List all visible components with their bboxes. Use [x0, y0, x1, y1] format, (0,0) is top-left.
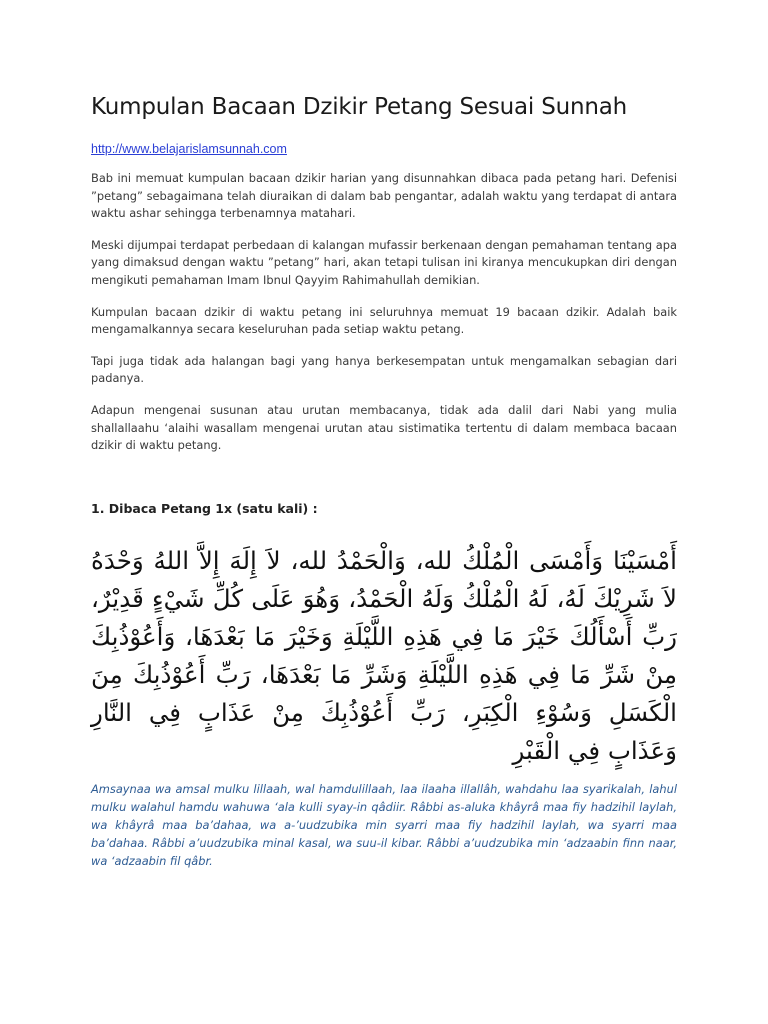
section-1-heading: 1. Dibaca Petang 1x (satu kali) : — [91, 500, 318, 516]
intro-paragraph-5: Adapun mengenai susunan atau urutan membacanya, tidak ada dalil dari Nabi yang mulia shallallaahu ‘alaihi wasallam mengenai urutan atau sistimatika tertentu di dalam membaca bacaan dzikir di waktu petang. — [91, 402, 677, 453]
document-title: Kumpulan Bacaan Dzikir Petang Sesuai Sunnah — [91, 94, 628, 120]
source-link[interactable]: http://www.belajarislamsunnah.com — [91, 142, 287, 156]
intro-paragraph-4: Tapi juga tidak ada halangan bagi yang hanya berkesempatan untuk mengamalkan sebagian dari padanya. — [91, 353, 677, 386]
intro-paragraph-3: Kumpulan bacaan dzikir di waktu petang ini seluruhnya memuat 19 bacaan dzikir. Adalah baik mengamalkannya secara keseluruhan pada setiap waktu petang. — [91, 304, 677, 337]
section-1-transliteration: Amsaynaa wa amsal mulku lillaah, wal hamdulillaah, laa ilaaha illallâh, wahdahu laa syarikalah, lahul mulku walahul hamdu wahuwa ‘ala kulli syay-in qâdiir. Râbbi as-aluka khâyrâ maa fiy hadzihil laylah, wa khâyrâ maa ba’dahaa, wa a-’uudzubika min syarri maa fiy hadzihil laylah, wa syarri maa ba’dahaa. Râbbi a’uudzubika minal kasal, wa suu-il kibar. Râbbi a’uudzubika min ‘adzaabin finn naar, wa ‘adzaabin fil qâbr. — [91, 781, 677, 868]
document-page — [91, 92, 677, 881]
intro-paragraph-2: Meski dijumpai terdapat perbedaan di kalangan mufassir berkenaan dengan pemahaman tentang apa yang dimaksud dengan waktu ”petang” hari, akan tetapi tulisan ini kiranya mencukupkan diri dengan mengikuti pemahaman Imam Ibnul Qayyim Rahimahullah demikian. — [91, 237, 677, 287]
section-1-arabic-text: أَمْسَيْنَا وَأَمْسَى الْمُلْكُ لله، وَالْحَمْدُ لله، لاَ إِلَهَ إِلاَّ اللهُ وَحْدَهُ لاَ شَرِيْكَ لَهُ، لَهُ الْمُلْكُ وَلَهُ الْحَمْدُ، وَهُوَ عَلَى كُلِّ شَيْءٍ قَدِيْرٌ، رَبِّ أَسْأَلُكَ خَيْرَ مَا فِي هَذِهِ اللَّيْلَةِ وَخَيْرَ مَا بَعْدَهَا، وَأَعُوْذُبِكَ مِنْ شَرِّ مَا فِي هَذِهِ اللَّيْلَةِ وَشَرِّ مَا بَعْدَهَا، رَبِّ أَعُوْذُبِكَ مِنَ الْكَسَلِ وَسُوْءِ الْكِبَرِ، رَبِّ أَعُوْذُبِكَ مِنْ عَذَابٍ فِي النَّارِ وَعَذَابٍ فِي الْقَبْرِ — [91, 545, 677, 765]
intro-paragraph-1: Bab ini memuat kumpulan bacaan dzikir harian yang disunnahkan dibaca pada petang hari. Defenisi ”petang” sebagaimana telah diuraikan di dalam bab pengantar, adalah waktu yang terdapat di antara waktu ashar sehingga terbenamnya matahari. — [91, 171, 677, 221]
